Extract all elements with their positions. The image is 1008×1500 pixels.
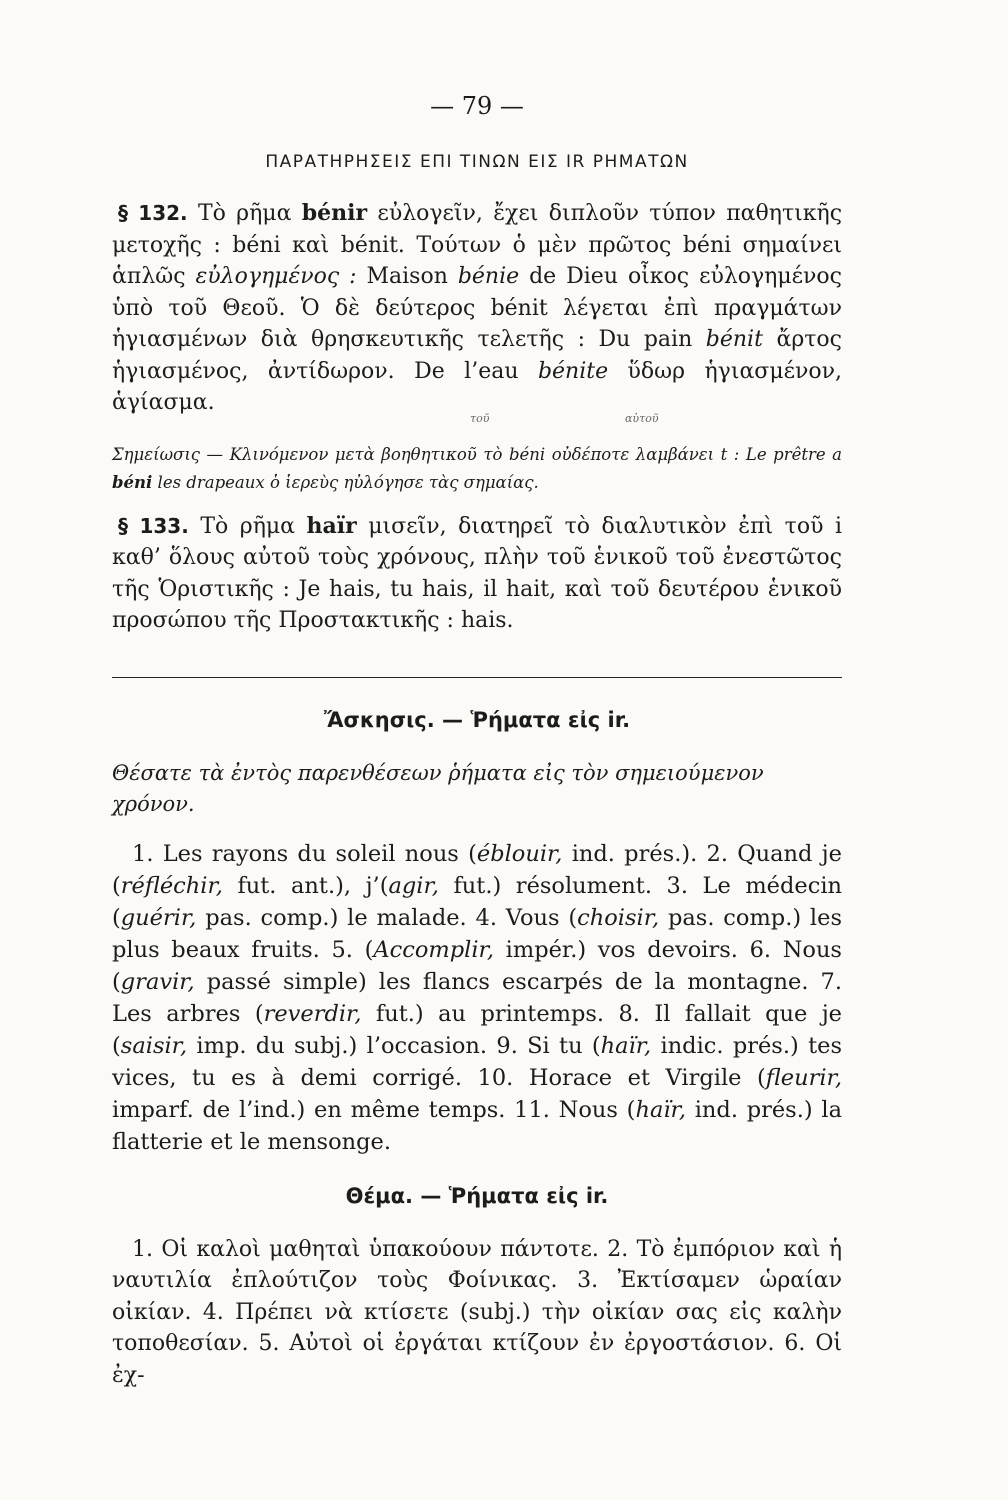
verb-benir: bénir — [301, 200, 368, 226]
exercise-text: 1. Les rayons du soleil nous (éblouir, ind. prés.). 2. Quand je (réfléchir, fut. ant.), j’(agir, fut.) résolument. 3. Le médecin (guérir, pas. comp.) le malade. 4. Vous (choisir, pas. comp.) les plus beaux fruits. 5. (Accomplir, impér.) vos devoirs. 6. Nous (gravir, passé simple) les flancs escarpés de la montagne. 7. Les arbres (reverdir, fut.) au printemps. 8. Il fallait que je (saisir, imp. du subj.) l’occasion. 9. Si tu (haïr, indic. prés.) tes vices, tu es à demi corrigé. 10. Horace et Virgile (fleurir, imparf. de l’ind.) en même temps. 11. Nous (haïr, ind. prés.) la flatterie et le mensonge. — [112, 840, 843, 1155]
theme-title: Θέμα. — Ῥήματα εἰς ir. — [345, 1183, 609, 1208]
exercise-instruction: Θέσατε τὰ ἐντὸς παρενθέσεων ῥήματα εἰς τὸν σημειούμενον χρόνον. — [112, 760, 764, 816]
section-133: § 133. Τὸ ρῆμα haïr μισεῖν, διατηρεῖ τὸ διαλυτικὸν ἐπὶ τοῦ i καθ’ ὅλους αὐτοῦ τοὺς χρόνους, πλὴν τοῦ ἑνικοῦ τοῦ ἐνεστῶτος τῆς Ὁριστικῆς : Je hais, tu hais, il hait, καὶ τοῦ δευτέρου ἑνικοῦ προσώπου τῆς Προστακτικῆς : hais. — [112, 512, 843, 633]
section-133-number: § 133. — [118, 513, 189, 538]
theme-text: 1. Οἱ καλοὶ μαθηταὶ ὑπακούουν πάντοτε. 2. Τὸ ἐμπόριον καὶ ἡ ναυτιλία ἐπλούτιζον τοὺς Φοίνικας. 3. Ἐκτίσαμεν ὡραίαν οἰκίαν. 4. Πρέπει νὰ κτίσετε (subj.) τὴν οἰκίαν σας εἰς καλὴν τοποθεσίαν. 5. Αὐτοὶ οἱ ἐργάται κτίζουν ἐν ἐργοστάσιον. 6. Οἱ ἐχ- — [112, 1236, 842, 1388]
section-header: ΠΑΡΑΤΗΡΗΣΕΙΣ ΕΠΙ ΤΙΝΩΝ ΕΙΣ IR ΡΗΜΑΤΩΝ — [265, 152, 689, 172]
section-132: § 132. Τὸ ρῆμα bénir εὐλογεῖν, ἔχει διπλοῦν τύπον παθητικῆς μετοχῆς : béni καὶ bénit. Τούτων ὁ μὲν πρῶτος béni σημαίνει ἁπλῶς εὐλογημένος : Maison bénie de Dieu οἶκος εὐλογημένος ὑπὸ τοῦ Θεοῦ. Ὁ δὲ δεύτερος bénit λέγεται ἐπὶ πραγμάτων ἡγιασμένων διὰ θρησκευτικῆς τελετῆς : Du pain bénit ἄρτος ἡγιασμένος, ἀντίδωρον. De l’eau bénite ὕδωρ ἡγιασμένον, ἁγίασμα. — [112, 200, 843, 415]
note-paragraph: Σημείωσις — Κλινόμενον μετὰ βοηθητικοῦ τὸ béni οὐδέποτε λαμβάνει t : Le prêtre a béni les drapeaux ὁ ἱερεὺς ηὐλόγησε τὰς σημαίας. — [112, 444, 842, 492]
exercise-title: Ἄσκησις. — Ῥήματα εἰς ir. — [323, 707, 631, 732]
handwritten-note-2: αὐτοῦ — [625, 412, 659, 425]
divider — [112, 677, 842, 678]
handwritten-note-1: τοῦ — [470, 412, 490, 425]
page-number: — 79 — — [430, 92, 524, 120]
verb-hair: haïr — [306, 512, 357, 539]
page — [112, 92, 842, 1397]
section-132-number: § 132. — [118, 201, 188, 225]
